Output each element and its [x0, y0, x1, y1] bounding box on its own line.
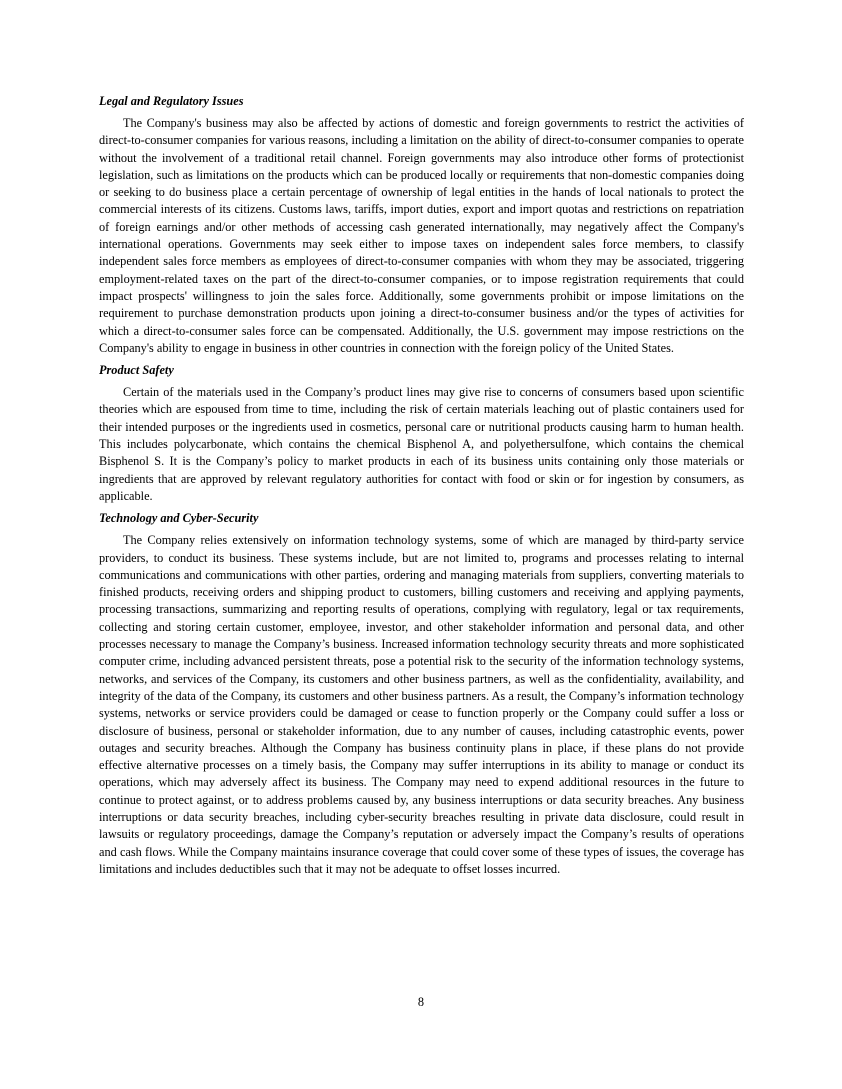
section-heading: Legal and Regulatory Issues	[99, 94, 244, 108]
section-product-safety	[99, 362, 744, 505]
section-paragraph: Certain of the materials used in the Company’s product lines may give rise to concerns of consumers based upon scientific theories which are espoused from time to time, including the risk of certain materials leaching out of plastic containers used for their intended purposes or the ingredients used in cosmetics, personal care or nutritional products causing harm to human health. This includes polycarbonate, which contains the chemical Bisphenol A, and polyethersulfone, which contains the chemical Bisphenol S. It is the Company’s policy to market products in each of its business units containing only those materials or ingredients that are approved by relevant regulatory authorities for contact with food or skin or for ingestion by consumers, as applicable.	[99, 385, 744, 503]
section-paragraph: The Company relies extensively on information technology systems, some of which are managed by third-party service providers, to conduct its business. These systems include, but are not limited to, programs and processes relating to internal communications and communications with other parties, ordering and managing materials from suppliers, converting materials to finished products, receiving orders and shipping product to customers, billing customers and receiving and applying payments, processing transactions, summarizing and reporting results of operations, complying with regulatory, legal or tax requirements, collecting and storing certain customer, employee, investor, and other stakeholder information and personal data, and other processes necessary to manage the Company’s business. Increased information technology security threats and more sophisticated computer crime, including advanced persistent threats, pose a potential risk to the security of the information technology systems, networks, and services of the Company, its customers and other business partners, as well as the confidentiality, availability, and integrity of the data of the Company, its customers and other business partners. As a result, the Company’s information technology systems, networks or service providers could be damaged or cease to function properly or the Company could suffer a loss or disclosure of business, personal or stakeholder information, due to any number of causes, including catastrophic events, power outages and security breaches. Although the Company has business continuity plans in place, if these plans do not provide effective alternative processes on a timely basis, the Company may suffer interruptions in its ability to manage or conduct its operations, which may adversely affect its business. The Company may need to expend additional resources in the future to continue to protect against, or to address problems caused by, any business interruptions or data security breaches. Any business interruptions or data security breaches, including cyber-security breaches resulting in private data disclosure, could result in lawsuits or regulatory proceedings, damage the Company’s reputation or adversely impact the Company’s results of operations and cash flows. While the Company maintains insurance coverage that could cover some of these types of issues, the coverage has limitations and includes deductibles such that it may not be adequate to offset losses incurred.	[99, 533, 744, 876]
page-number: 8	[417, 995, 425, 1009]
section-technology-cyber-security	[99, 510, 744, 878]
section-heading: Technology and Cyber-Security	[99, 511, 259, 526]
section-paragraph: The Company's business may also be affected by actions of domestic and foreign governments to restrict the activities of direct-to-consumer companies for various reasons, including a limitation on the ability of direct-to-consumer companies to operate without the involvement of a traditional retail channel. Foreign governments may also introduce other forms of protectionist legislation, such as limitations on the products which can be produced locally or requirements that non-domestic companies doing or seeking to do business place a certain percentage of ownership of legal entities in the hands of local nationals to protect the commercial interests of its citizens. Customs laws, tariffs, import duties, export and import quotas and restrictions on repatriation of foreign earnings and/or other methods of accessing cash generated internationally, may negatively affect the Company's international operations. Governments may seek either to impose taxes on independent sales force members, to classify independent sales force members as employees of direct-to-consumer companies with whom they may be associated, triggering employment-related taxes on the part of the direct-to-consumer companies, or to impose registration requirements that could impact prospects' willingness to join the sales force. Additionally, some governments prohibit or impose limitations on the requirement to purchase demonstration products upon joining a direct-to-consumer business and/or the types of activities for which a direct-to-consumer sales force can be compensated. Additionally, the U.S. government may impose restrictions on the Company's ability to engage in business in other countries in connection with the foreign policy of the United States.	[99, 116, 744, 355]
page-content	[99, 93, 744, 883]
section-heading: Product Safety	[99, 363, 174, 378]
section-legal-regulatory	[99, 93, 744, 357]
